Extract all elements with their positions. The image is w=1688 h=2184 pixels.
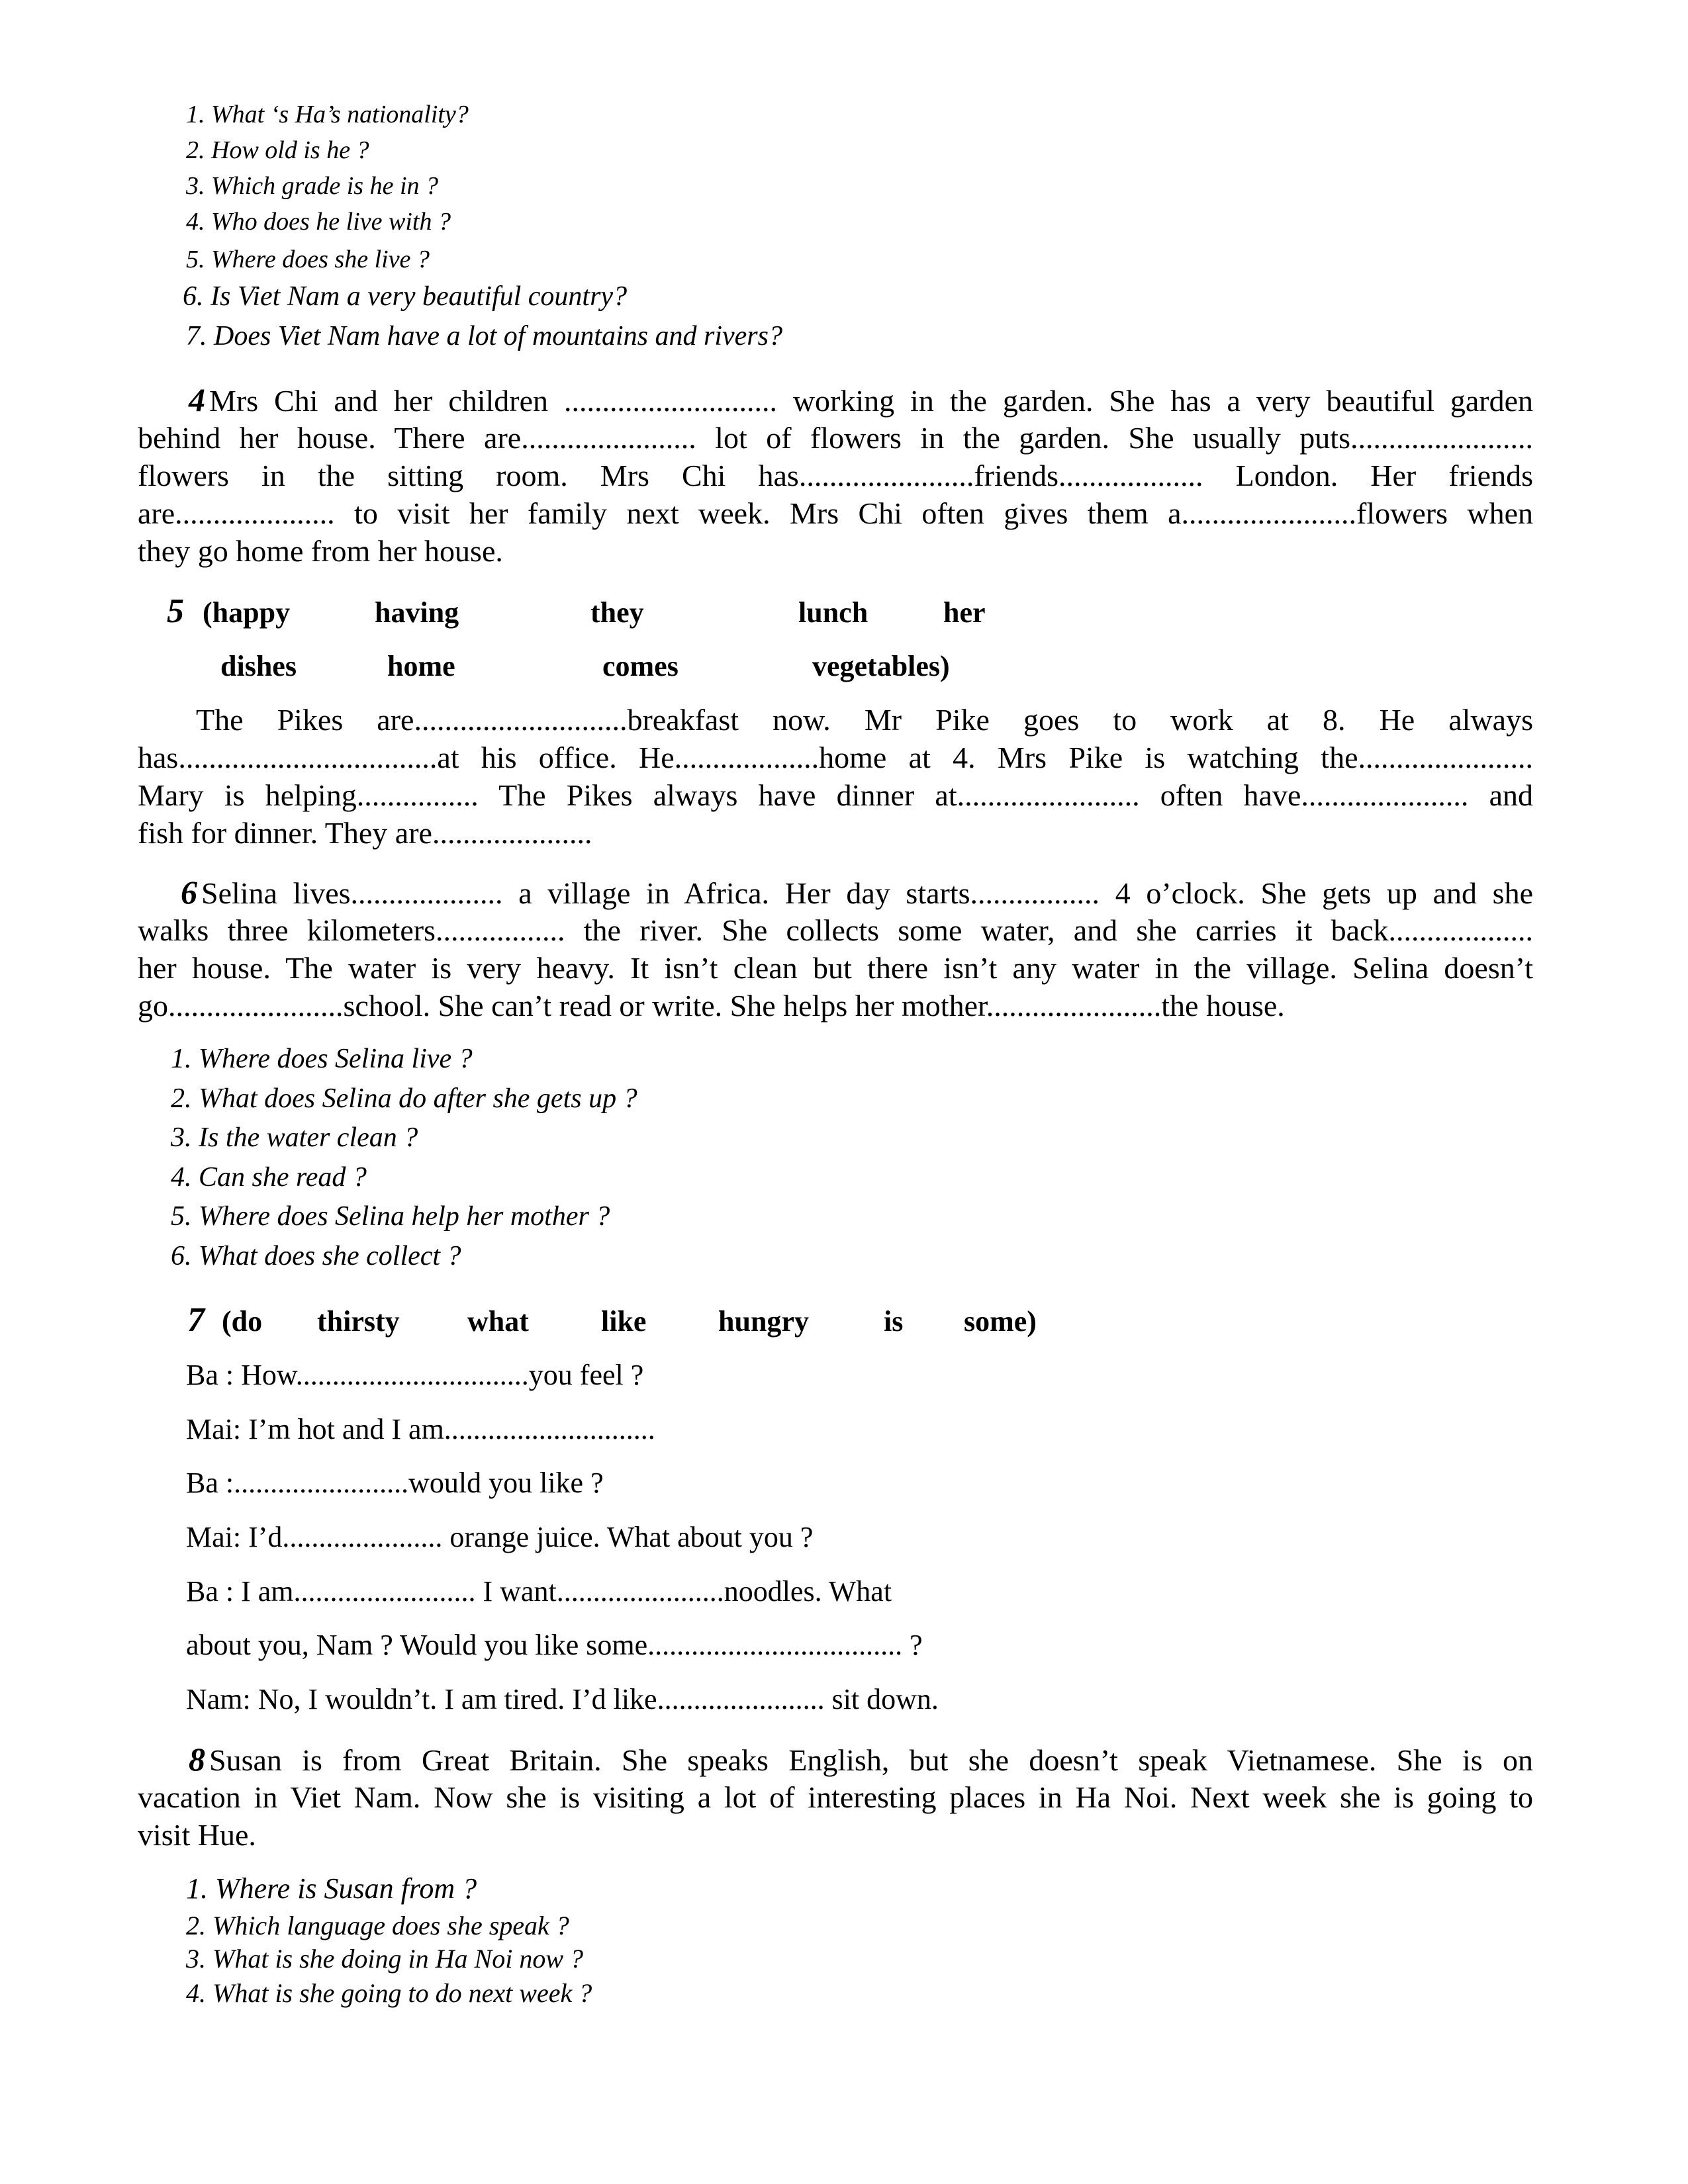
section-4-paragraph <box>138 381 1533 570</box>
word-bank-item: thirsty <box>317 1305 400 1338</box>
paragraph-line: fish for dinner. They are..................... <box>138 816 592 850</box>
dialogue-line: Ba : I am......................... I want.......................noodles. What <box>186 1575 892 1608</box>
section-8-paragraph <box>138 1741 1533 1854</box>
paragraph-line: visit Hue. <box>138 1818 256 1852</box>
word-bank-item: (happy <box>203 596 291 629</box>
word-bank-item: what <box>467 1305 529 1338</box>
question: 1. What ‘s Ha’s nationality? <box>186 101 469 128</box>
word-bank-item: lunch <box>798 596 868 629</box>
paragraph-line <box>138 381 1533 419</box>
word-bank-item: vegetables) <box>812 650 950 682</box>
question: 3. Is the water clean ? <box>171 1122 418 1153</box>
word-bank-item: like <box>601 1305 647 1338</box>
exercise-number: 4 <box>189 381 205 418</box>
paragraph-line: The Pikes are............................breakfast now. Mr Pike goes to work at 8. He always <box>196 703 1533 737</box>
question: 2. What does Selina do after she gets up ? <box>171 1083 637 1114</box>
question: 5. Where does she live ? <box>186 246 430 273</box>
paragraph-line: are..................... to visit her family next week. Mrs Chi often gives them a.......................flowers when <box>138 496 1533 530</box>
line-text: Mrs Chi and her children ............................ working in the garden. She has a very beautiful garden <box>209 384 1533 418</box>
line-text: Susan is from Great Britain. She speaks English, but she doesn’t speak Vietnamese. She is on <box>209 1743 1533 1777</box>
question: 4. Can she read ? <box>171 1162 367 1193</box>
word-bank-item: some) <box>964 1305 1037 1338</box>
word-bank-item: home <box>387 650 455 682</box>
word-bank-item: having <box>375 596 459 629</box>
word-bank-item: dishes <box>220 650 297 682</box>
paragraph-line: has..................................at his office. He...................home at 4. Mrs Pike is watching the....................... <box>138 741 1533 774</box>
exercise-number: 7 <box>187 1301 205 1339</box>
question: 4. What is she going to do next week ? <box>186 1978 592 2008</box>
dialogue-line: Mai: I’d...................... orange juice. What about you ? <box>186 1521 814 1553</box>
question: 6. Is Viet Nam a very beautiful country? <box>183 281 628 312</box>
word-bank-item: comes <box>602 650 679 682</box>
word-bank-item: her <box>943 596 986 629</box>
section-5-paragraph <box>138 701 1533 852</box>
question: 5. Where does Selina help her mother ? <box>171 1201 610 1232</box>
exercise-number: 8 <box>189 1741 205 1778</box>
exercise-number: 5 <box>167 592 184 630</box>
question: 2. How old is he ? <box>186 136 369 164</box>
paragraph-line: they go home from her house. <box>138 534 503 568</box>
paragraph-line: go.......................school. She can’t read or write. She helps her mother.......................the house. <box>138 989 1285 1023</box>
question: 1. Where is Susan from ? <box>186 1872 477 1905</box>
question: 7. Does Viet Nam have a lot of mountains and rivers? <box>186 321 782 351</box>
word-bank-item: they <box>590 596 644 629</box>
question: 1. Where does Selina live ? <box>171 1044 473 1074</box>
paragraph-line: behind her house. There are....................... lot of flowers in the garden. She usually puts........................ <box>138 421 1533 455</box>
line-text: Selina lives.................... a village in Africa. Her day starts................. 4 o’clock. She gets up and she <box>201 876 1533 910</box>
exercise-number: 6 <box>181 874 197 911</box>
question: 6. What does she collect ? <box>171 1241 461 1271</box>
question: 4. Who does he live with ? <box>186 208 451 236</box>
question: 3. Which grade is he in ? <box>186 172 439 200</box>
dialogue-line: Ba : How................................you feel ? <box>186 1359 644 1391</box>
question: 2. Which language does she speak ? <box>186 1911 569 1940</box>
paragraph-line: vacation in Viet Nam. Now she is visiting a lot of interesting places in Ha Noi. Next week she is going to <box>138 1780 1533 1814</box>
section-6-paragraph <box>138 874 1533 1024</box>
word-bank-item: is <box>884 1305 904 1338</box>
question: 3. What is she doing in Ha Noi now ? <box>186 1944 584 1974</box>
dialogue-line: Nam: No, I wouldn’t. I am tired. I’d like....................... sit down. <box>186 1683 939 1715</box>
paragraph-line: walks three kilometers................. the river. She collects some water, and she carries it back................... <box>138 913 1533 947</box>
paragraph-line: her house. The water is very heavy. It isn’t clean but there isn’t any water in the village. Selina doesn’t <box>138 951 1533 985</box>
dialogue-line: about you, Nam ? Would you like some................................... ? <box>186 1629 923 1661</box>
dialogue-line: Ba :........................would you like ? <box>186 1467 604 1499</box>
paragraph-line: Mary is helping................ The Pikes always have dinner at........................ often have...................... and <box>138 778 1533 812</box>
dialogue-line: Mai: I’m hot and I am............................. <box>186 1413 655 1445</box>
paragraph-line: flowers in the sitting room. Mrs Chi has.......................friends................... London. Her friends <box>138 459 1533 492</box>
paragraph-line <box>138 874 1533 911</box>
word-bank-item: hungry <box>718 1305 809 1338</box>
word-bank-item: (do <box>222 1305 263 1338</box>
paragraph-line <box>138 1741 1533 1778</box>
